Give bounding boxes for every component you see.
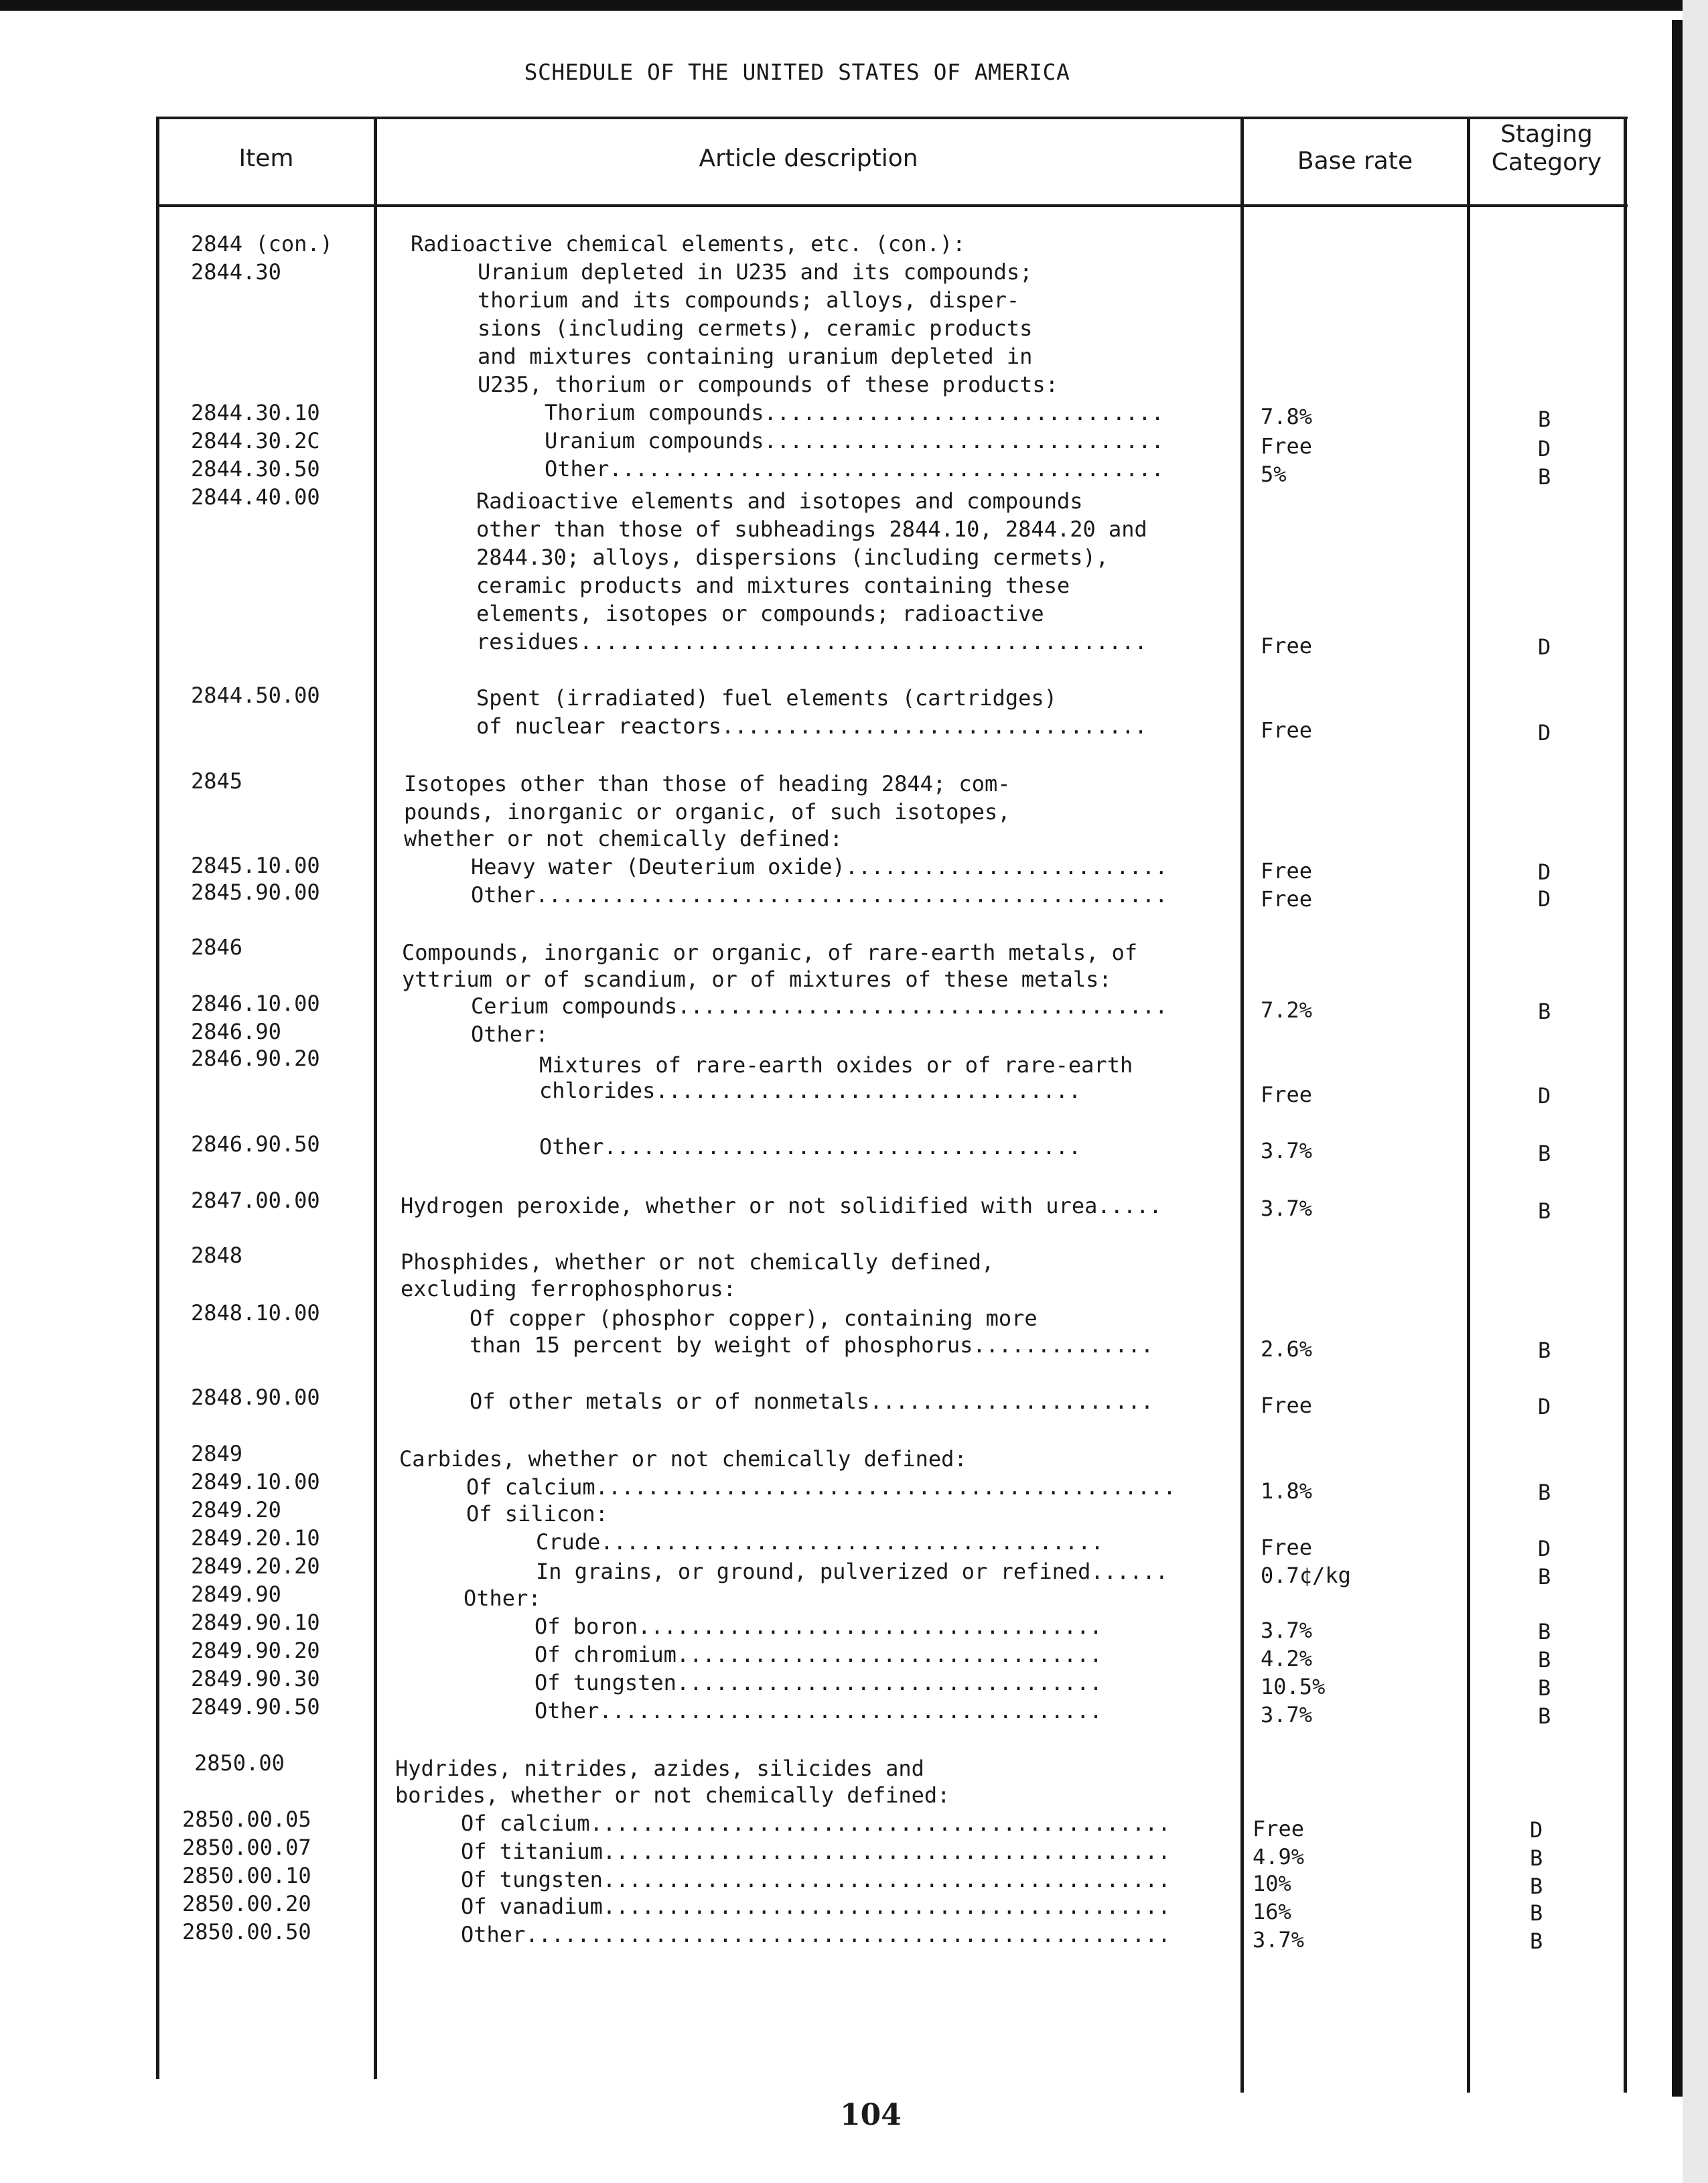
article-description: Other.................................................. [461,1922,1171,1947]
item-number: 2849.90.50 [191,1694,320,1719]
article-description: Radioactive chemical elements, etc. (con.): [411,231,966,257]
article-description: Isotopes other than those of heading 2844; com- [404,771,1011,796]
staging-category: D [1538,1394,1551,1419]
scan-top-border [0,0,1708,11]
article-description: borides, whether or not chemically defined: [395,1782,950,1808]
article-description: Hydrogen peroxide, whether or not solidified with urea..... [401,1193,1162,1218]
article-description: of nuclear reactors................................. [476,713,1147,739]
article-description: Hydrides, nitrides, azides, silicides and [395,1756,924,1781]
article-description: Uranium compounds............................... [545,428,1164,453]
staging-category: D [1538,436,1551,462]
item-number: 2846.90 [191,1019,281,1044]
article-description: Thorium compounds............................... [545,400,1164,425]
article-description: Of calcium............................................. [466,1474,1176,1500]
item-number: 2844.30 [191,259,281,285]
item-number: 2844.30.10 [191,400,320,425]
base-rate: 3.7% [1261,1196,1313,1221]
article-description: Of copper (phosphor copper), containing more [470,1306,1038,1331]
base-rate: 3.7% [1261,1618,1313,1643]
item-number: 2848 [191,1243,243,1268]
base-rate: 7.8% [1261,404,1313,429]
article-description: pounds, inorganic or organic, of such isotopes, [404,799,1011,825]
article-description: Cerium compounds...................................... [471,993,1168,1019]
base-rate: Free [1261,633,1313,658]
article-description: and mixtures containing uranium depleted in [478,344,1033,369]
base-rate: 10% [1253,1871,1291,1896]
item-number: 2846 [191,934,243,960]
item-number: 2850.00.50 [182,1919,311,1945]
base-rate: 3.7% [1253,1927,1305,1953]
item-number: 2845 [191,768,243,794]
item-number: 2849.20 [191,1497,281,1523]
base-rate: 10.5% [1261,1674,1326,1699]
page-title: SCHEDULE OF THE UNITED STATES OF AMERICA [524,59,1070,85]
column-header-item: Item [238,145,294,172]
staging-category: B [1530,1900,1543,1926]
staging-category: D [1538,859,1551,885]
article-description: Other: [464,1586,541,1611]
item-number: 2848.90.00 [191,1385,320,1410]
staging-category: B [1530,1874,1543,1899]
staging-category: B [1538,1647,1551,1673]
scan-right-border [1672,20,1683,2097]
article-description: U235, thorium or compounds of these products: [478,372,1058,397]
item-number: 2849.20.10 [191,1525,320,1551]
article-description: Of tungsten................................. [535,1670,1102,1695]
article-description: Phosphides, whether or not chemically defined, [401,1249,995,1275]
article-description: Crude....................................... [536,1529,1104,1555]
article-description: Of silicon: [466,1501,608,1527]
column-header-staging-category [1470,121,1624,177]
item-number: 2849.90.10 [191,1610,320,1635]
table-top-rule [157,117,1628,119]
staging-category: B [1538,1675,1551,1701]
staging-category: D [1538,1536,1551,1561]
staging-category: D [1530,1817,1543,1843]
item-number: 2849.10.00 [191,1469,320,1494]
article-description: Of tungsten............................................ [461,1867,1171,1892]
article-description: 2844.30; alloys, dispersions (including cermets), [476,545,1109,570]
base-rate: 1.8% [1261,1478,1313,1504]
article-description: yttrium or of scandium, or of mixtures of these metals: [402,967,1112,992]
item-number: 2849.90 [191,1581,281,1607]
article-description: Mixtures of rare-earth oxides or of rare-earth [539,1052,1133,1078]
staging-category: D [1538,886,1551,912]
base-rate: 0.7¢/kg [1261,1563,1351,1588]
item-number: 2847.00.00 [191,1188,320,1213]
article-description: Other..................................... [539,1134,1082,1159]
staging-category: B [1538,1198,1551,1224]
item-column-rule [374,117,377,2079]
staging-category: B [1538,407,1551,432]
item-number: 2845.10.00 [191,853,320,878]
article-description: In grains, or ground, pulverized or refined...... [536,1559,1169,1584]
staging-category: D [1538,720,1551,746]
article-description: Radioactive elements and isotopes and compounds [476,488,1083,514]
item-number: 2849 [191,1441,243,1466]
article-description: Of boron.................................... [535,1614,1102,1639]
item-number: 2846.90.50 [191,1131,320,1157]
column-header-base-rate: Base rate [1297,147,1413,175]
base-rate: 7.2% [1261,997,1313,1023]
base-rate: Free [1261,1393,1313,1418]
article-description: Other....................................... [535,1698,1102,1723]
article-description: Of chromium................................. [535,1642,1102,1667]
article-description: Of other metals or of nonmetals...................... [470,1389,1154,1414]
staging-category: B [1538,999,1551,1024]
article-description: Of titanium............................................ [461,1839,1171,1864]
article-description: elements, isotopes or compounds; radioactive [476,601,1044,626]
item-number: 2850.00.05 [182,1807,311,1832]
article-description: Other........................................... [545,456,1164,482]
base-rate: 5% [1261,462,1287,487]
page-number: 104 [840,2098,902,2132]
staging-category: B [1538,1338,1551,1363]
article-description: other than those of subheadings 2844.10, 2844.20 and [476,516,1147,542]
staging-category: D [1538,1083,1551,1109]
base-rate: Free [1253,1816,1305,1841]
article-description: Other: [471,1022,549,1047]
staging-category: B [1538,1619,1551,1644]
staging-category: B [1538,1564,1551,1590]
item-number: 2845.90.00 [191,879,320,905]
article-description: Other................................................. [471,882,1168,908]
staging-category: D [1538,634,1551,660]
base-rate: Free [1261,1082,1313,1107]
item-number: 2849.20.20 [191,1553,320,1579]
base-rate: Free [1261,886,1313,912]
description-column-rule [1240,117,1244,2093]
item-number: 2849.90.20 [191,1638,320,1663]
article-description: Compounds, inorganic or organic, of rare-earth metals, of [402,940,1138,965]
staging-category: B [1538,1141,1551,1166]
staging-category: B [1530,1845,1543,1871]
base-rate: Free [1261,433,1313,459]
article-description: Of vanadium............................................ [461,1894,1171,1919]
table-right-rule [1624,117,1627,2093]
staging-category: B [1538,464,1551,490]
article-description: chlorides................................. [539,1078,1082,1103]
item-number: 2844 (con.) [191,231,333,257]
scan-right-margin [1683,0,1708,2183]
base-rate: 16% [1253,1899,1291,1924]
table-left-rule [156,117,159,2079]
item-number: 2844.30.50 [191,456,320,482]
article-description: residues............................................ [476,629,1147,654]
article-description: thorium and its compounds; alloys, disper- [478,287,1020,313]
item-number: 2846.90.20 [191,1046,320,1071]
article-description: sions (including cermets), ceramic products [478,315,1033,341]
article-description: ceramic products and mixtures containing these [476,573,1070,598]
item-number: 2848.10.00 [191,1300,320,1326]
base-rate: Free [1261,1535,1313,1560]
item-number: 2849.90.30 [191,1666,320,1691]
item-number: 2850.00 [194,1750,285,1776]
base-rate: 3.7% [1261,1702,1313,1728]
staging-category: B [1538,1703,1551,1729]
base-rate: Free [1261,858,1313,884]
staging-category: B [1530,1928,1543,1954]
base-rate: 4.9% [1253,1844,1305,1870]
item-number: 2850.00.07 [182,1835,311,1860]
item-number: 2844.30.2C [191,428,320,453]
rate-column-rule [1467,117,1470,2093]
base-rate: 4.2% [1261,1646,1313,1671]
base-rate: Free [1261,717,1313,743]
item-number: 2844.50.00 [191,683,320,708]
article-description: Spent (irradiated) fuel elements (cartridges) [476,685,1057,711]
article-description: than 15 percent by weight of phosphorus.............. [470,1332,1154,1358]
article-description: Uranium depleted in U235 and its compounds; [478,259,1033,285]
column-header-description: Article description [699,145,918,172]
article-description: Of calcium............................................. [461,1811,1171,1836]
base-rate: 2.6% [1261,1336,1313,1362]
item-number: 2850.00.10 [182,1863,311,1888]
item-number: 2846.10.00 [191,991,320,1016]
base-rate: 3.7% [1261,1138,1313,1164]
item-number: 2844.40.00 [191,484,320,510]
article-description: Heavy water (Deuterium oxide)......................... [471,854,1168,879]
staging-header-line2: Category [1491,149,1602,176]
item-number: 2850.00.20 [182,1891,311,1916]
article-description: excluding ferrophosphorus: [401,1276,736,1301]
table-header-rule [157,204,1628,207]
staging-category: B [1538,1480,1551,1505]
article-description: Carbides, whether or not chemically defined: [399,1446,967,1472]
article-description: whether or not chemically defined: [404,826,843,851]
staging-header-line1: Staging [1500,121,1593,148]
